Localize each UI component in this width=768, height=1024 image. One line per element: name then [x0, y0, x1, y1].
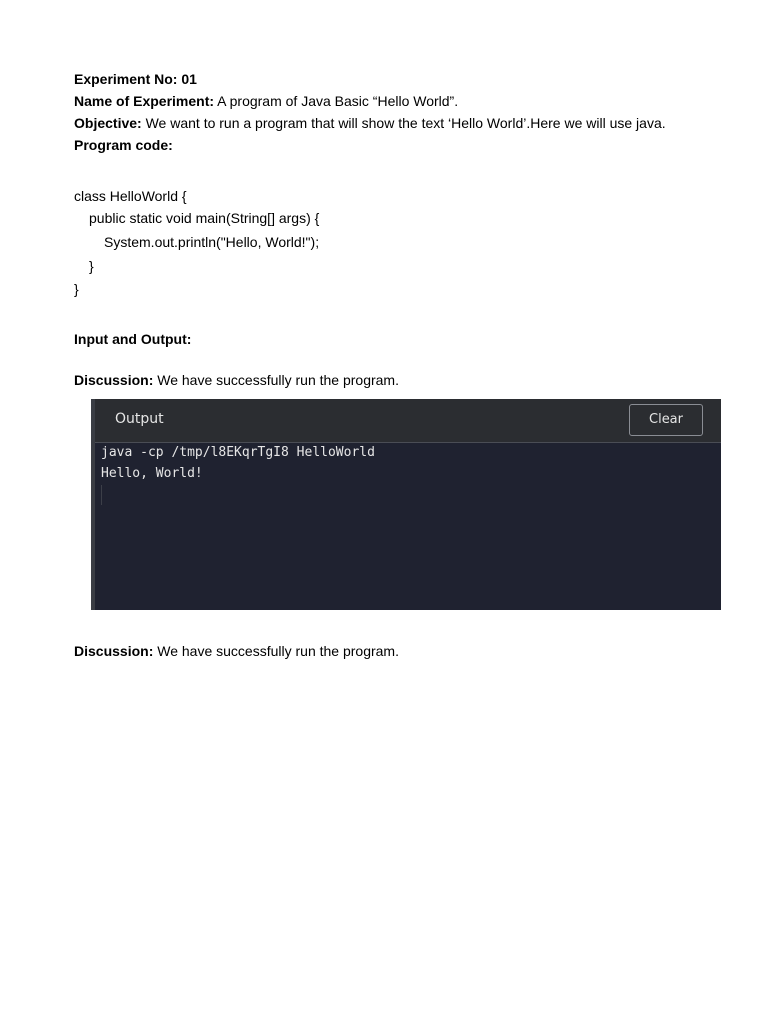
objective-value: We want to run a program that will show the text ‘Hello World’.Here we will use java. [141, 115, 666, 131]
experiment-name-label: Name of Experiment: [74, 93, 215, 109]
experiment-name-value: A program of Java Basic “Hello World”. [214, 93, 459, 109]
output-panel-screenshot [91, 399, 721, 610]
code-line: } [89, 258, 94, 274]
discussion-first [74, 371, 399, 389]
discussion-label: Discussion: [74, 643, 154, 659]
objective-label: Objective: [74, 115, 142, 131]
console-line: Hello, World! [101, 466, 203, 481]
console-line: java -cp /tmp/l8EKqrTgI8 HelloWorld [101, 445, 375, 460]
experiment-name [74, 92, 458, 110]
input-output-label: Input and Output: [74, 331, 192, 347]
code-line: public static void main(String[] args) { [89, 210, 320, 226]
experiment-objective [74, 114, 666, 132]
discussion-label: Discussion: [74, 372, 154, 388]
discussion-text: We have successfully run the program. [153, 643, 399, 659]
code-line: System.out.println("Hello, World!"); [104, 234, 320, 250]
output-title: Output [115, 411, 164, 427]
code-line: } [74, 281, 79, 297]
program-code-label: Program code: [74, 137, 173, 153]
discussion-second [74, 642, 399, 660]
console-cursor [101, 485, 102, 505]
experiment-number: Experiment No: 01 [74, 71, 197, 87]
clear-button[interactable]: Clear [629, 404, 703, 436]
code-line: class HelloWorld { [74, 188, 187, 204]
discussion-text: We have successfully run the program. [153, 372, 399, 388]
output-header [95, 399, 721, 443]
